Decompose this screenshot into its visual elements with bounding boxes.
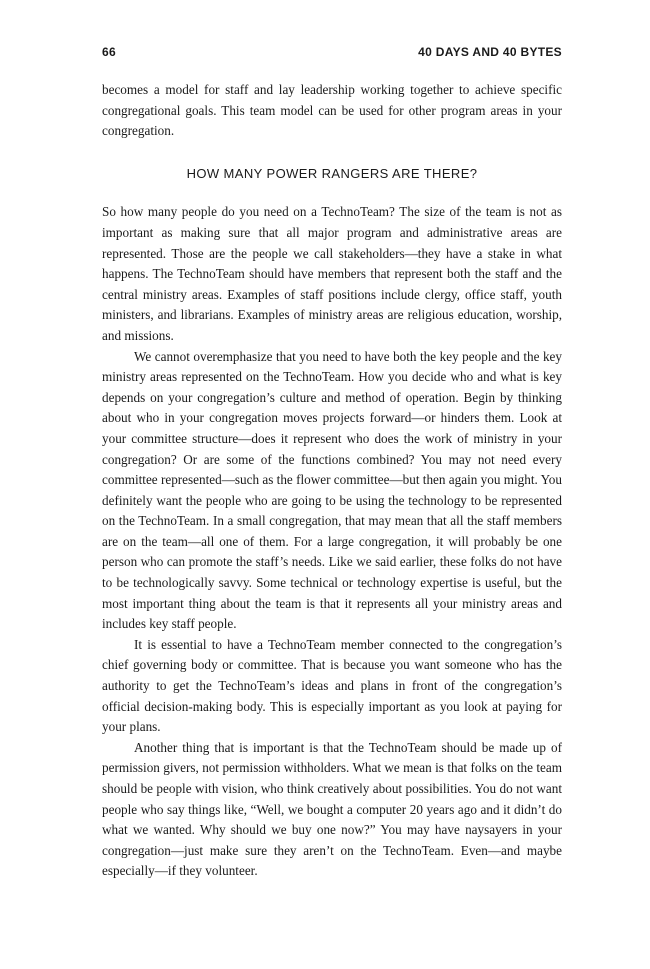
body-text (102, 80, 562, 882)
book-title: 40 DAYS AND 40 BYTES (418, 45, 562, 59)
section-heading: HOW MANY POWER RANGERS ARE THERE? (186, 165, 478, 181)
paragraph-3: It is essential to have a TechnoTeam member connected to the congregation’s chief governing body or committee. That is because you want someone who has the authority to get the TechnoTeam’s ideas and plans in front of the congregation’s official decision-making body. This is especially important as you look at paying for your plans. (102, 636, 562, 735)
running-head (102, 45, 562, 59)
paragraph-4: Another thing that is important is that the TechnoTeam should be made up of permission givers, not permission withholders. What we mean is that folks on the team should be people with vision, who think creatively about possibilities. You do not want people who say things like, “Well, we bought a computer 20 years ago and it didn’t do what we wanted. Why should we buy one now?” You may have naysayers in your congregation—just make sure they aren’t on the TechnoTeam. Even—and maybe especially—if they volunteer. (102, 739, 562, 879)
page-number: 66 (102, 45, 116, 59)
paragraph-1: So how many people do you need on a TechnoTeam? The size of the team is not as important as making sure that all major program and administrative areas are represented. Those are the people we call stakeholders—they have a stake in what happens. The TechnoTeam should have members that represent both the staff and the central ministry areas. Examples of staff positions include clergy, office staff, youth ministers, and librarians. Examples of ministry areas are religious education, worship, and missions. (102, 204, 562, 343)
intro-paragraph: becomes a model for staff and lay leadership working together to achieve specific congregational goals. This team model can be used for other program areas in your congregation. (102, 82, 562, 139)
paragraph-2: We cannot overemphasize that you need to have both the key people and the key ministry areas represented on the TechnoTeam. How you decide who and what is key depends on your congregation’s culture and method of operation. Begin by thinking about who in your congregation moves projects forward—or hinders them. Look at your committee structure—does it represent who does the work of ministry in your congregation? Or are some of the functions combined? You may not need every committee represented—such as the flower committee—but then again you might. You definitely want the people who are going to be using the technology to be represented on the TechnoTeam. In a small congregation, that may mean that all the staff members are on the team—all one of them. For a large congregation, it will probably be one person who can promote the staff’s needs. Like we said earlier, these folks do not have to be technologically savvy. Some technical or technology expertise is useful, but the most important thing about the team is that it represents all your ministry areas and includes key staff people. (102, 348, 562, 632)
